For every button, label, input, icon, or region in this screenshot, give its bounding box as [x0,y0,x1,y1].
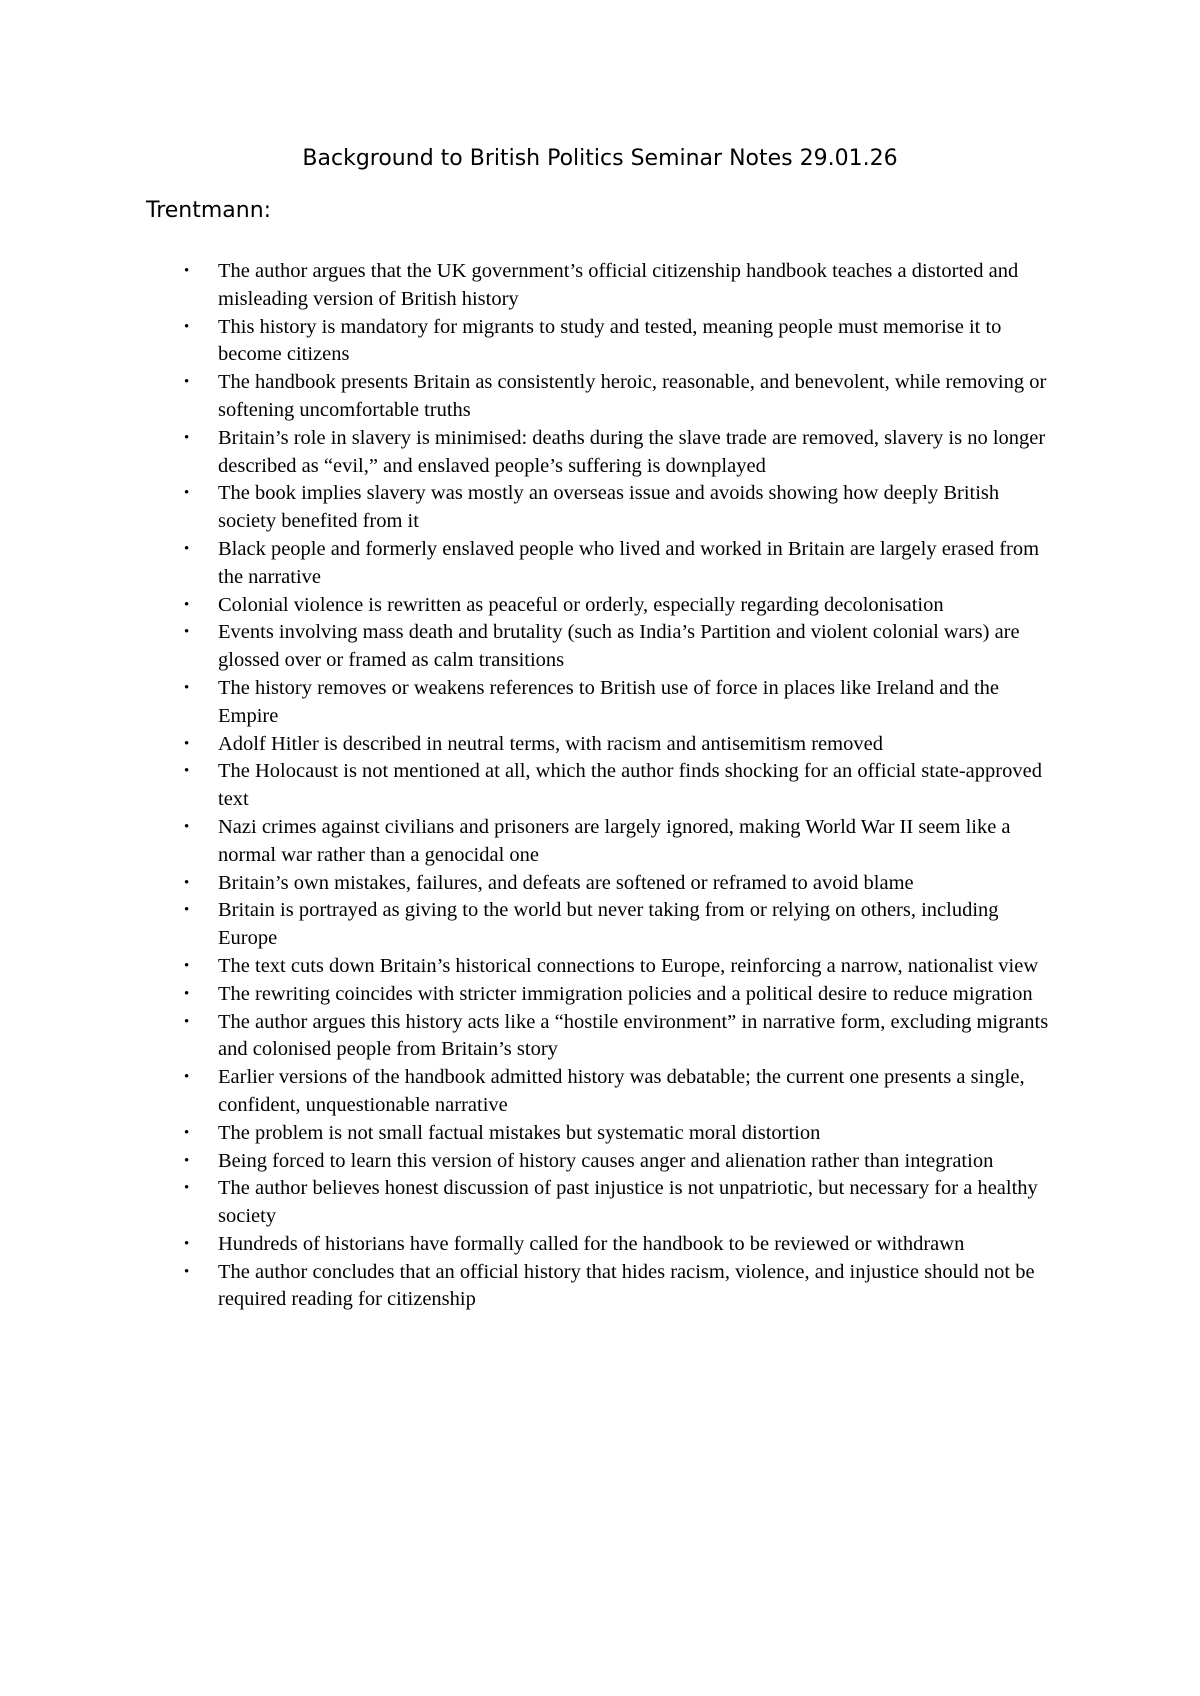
bullet-icon: • [184,902,190,919]
note-item [184,536,1058,592]
note-item [184,314,1058,370]
note-item [184,1009,1058,1065]
bullet-icon: • [184,1180,190,1197]
bullet-icon: • [184,679,190,696]
note-text: This history is mandatory for migrants to study and tested, meaning people must memorise it to become citizens [218,315,1002,366]
note-text: The rewriting coincides with stricter immigration policies and a political desire to reduce migration [218,982,1033,1005]
bullet-icon: • [184,540,190,557]
note-item [184,675,1058,731]
bullet-icon: • [184,985,190,1002]
note-item [184,1259,1058,1315]
bullet-icon: • [184,874,190,891]
note-text: Hundreds of historians have formally called for the handbook to be reviewed or withdrawn [218,1232,965,1255]
bullet-icon: • [184,485,190,502]
bullet-icon: • [184,1124,190,1141]
note-text: Colonial violence is rewritten as peaceful or orderly, especially regarding decolonisation [218,593,944,616]
note-item [184,731,1058,759]
note-item [184,1175,1058,1231]
note-item [184,870,1058,898]
note-item [184,369,1058,425]
note-item [184,1148,1058,1176]
document-title: Background to British Politics Seminar Notes 29.01.26 [302,146,898,171]
note-item [184,425,1058,481]
note-item [184,1231,1058,1259]
bullet-icon: • [184,1235,190,1252]
note-text: The book implies slavery was mostly an overseas issue and avoids showing how deeply British society benefited from it [218,482,1000,533]
note-item [184,1120,1058,1148]
bullet-icon: • [184,429,190,446]
note-text: The handbook presents Britain as consistently heroic, reasonable, and benevolent, while removing or softening uncomfortable truths [218,371,1047,421]
note-text: Britain is portrayed as giving to the world but never taking from or relying on others, including Europe [218,899,999,950]
note-text: Being forced to learn this version of history causes anger and alienation rather than integration [218,1149,994,1172]
notes-list [184,258,1058,1314]
bullet-icon: • [184,1263,190,1280]
bullet-icon: • [184,763,190,780]
note-item [184,258,1058,314]
bullet-icon: • [184,596,190,613]
note-text: The author argues this history acts like a “hostile environment” in narrative form, excluding migrants and colonised people from Britain’s story [218,1010,1049,1061]
bullet-icon: • [184,374,190,391]
note-text: Britain’s own mistakes, failures, and defeats are softened or reframed to avoid blame [218,871,914,894]
note-text: The author concludes that an official history that hides racism, violence, and injustice should not be required reading for citizenship [218,1260,1035,1311]
note-item [184,1064,1058,1120]
note-text: The Holocaust is not mentioned at all, which the author finds shocking for an official state-approved text [218,760,1042,811]
bullet-icon: • [184,818,190,835]
bullet-icon: • [184,624,190,641]
note-item [184,814,1058,870]
note-item [184,758,1058,814]
note-text: Britain’s role in slavery is minimised: deaths during the slave trade are removed, slavery is no longer described as “evil,” and enslaved people’s suffering is downplayed [218,426,1046,477]
note-item [184,953,1058,981]
note-text: The problem is not small factual mistakes but systematic moral distortion [218,1121,821,1144]
bullet-icon: • [184,263,190,279]
note-text: Earlier versions of the handbook admitted history was debatable; the current one presents a single, confident, unquestionable narrative [218,1066,1025,1116]
bullet-icon: • [184,318,190,335]
note-text: The author believes honest discussion of past injustice is not unpatriotic, but necessary for a healthy society [218,1177,1038,1228]
bullet-icon: • [184,1152,190,1169]
bullet-icon: • [184,1013,190,1030]
note-text: Adolf Hitler is described in neutral terms, with racism and antisemitism removed [218,732,883,755]
note-text: The author argues that the UK government’s official citizenship handbook teaches a distorted and misleading version of British history [218,260,1019,310]
note-text: Black people and formerly enslaved people who lived and worked in Britain are largely erased from the narrative [218,537,1040,588]
bullet-icon: • [184,957,190,974]
note-text: Events involving mass death and brutality (such as India’s Partition and violent colonial wars) are glossed over or framed as calm transitions [218,621,1020,672]
note-item [184,619,1058,675]
note-item [184,981,1058,1009]
section-heading: Trentmann: [146,198,272,223]
note-text: The history removes or weakens references to British use of force in places like Ireland and the Empire [218,676,999,727]
note-text: The text cuts down Britain’s historical connections to Europe, reinforcing a narrow, nationalist view [218,954,1039,977]
bullet-icon: • [184,735,190,752]
note-item [184,592,1058,620]
note-item [184,897,1058,953]
note-text: Nazi crimes against civilians and prisoners are largely ignored, making World War II seem like a normal war rather than a genocidal one [218,815,1011,866]
bullet-icon: • [184,1069,190,1086]
note-item [184,480,1058,536]
